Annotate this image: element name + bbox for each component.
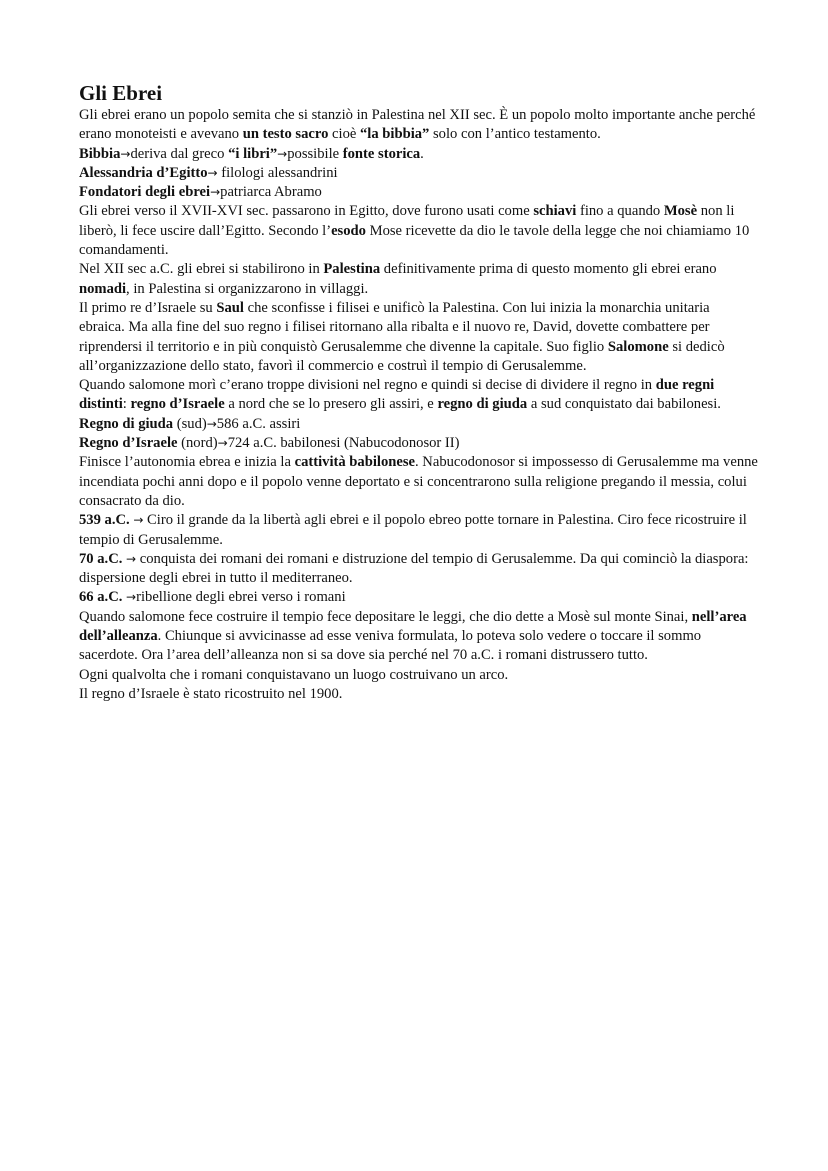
paragraph bbox=[79, 511, 759, 550]
text-run: Ciro il grande da la libertà agli ebrei e il popolo ebreo potte tornare in Palestina. Ciro fece ricostruire il tempio di Gerusalemme. bbox=[79, 512, 747, 548]
text-run: Quando salomone fece costruire il tempio fece depositare le leggi, che dio dette a Mosè sul monte Sinai, bbox=[79, 608, 692, 625]
arrow-icon: → bbox=[126, 590, 137, 605]
arrow-icon: → bbox=[277, 146, 288, 161]
arrow-icon: → bbox=[217, 436, 228, 451]
paragraph bbox=[79, 202, 759, 260]
bold-text: Saul bbox=[216, 299, 244, 316]
text-run: (nord) bbox=[177, 435, 218, 452]
document-page bbox=[79, 80, 759, 704]
text-run: Il primo re d’Israele su bbox=[79, 299, 217, 316]
bold-text: Mosè bbox=[663, 203, 698, 220]
text-run: Il regno d’Israele è stato ricostruito nel 1900. bbox=[79, 685, 343, 702]
text-run: , in Palestina si organizzarono in villaggi. bbox=[126, 280, 369, 297]
arrow-icon: → bbox=[207, 165, 218, 180]
text-run: . Nabucodonosor si impossesso di Gerusalemme ma venne incendiata pochi anni dopo e il popolo venne deportato e si concentrarono sulla religione pregando il messia, colui consacrato da dio. bbox=[79, 454, 758, 509]
arrow-icon: → bbox=[133, 513, 144, 528]
text-run: a nord che se lo presero gli assiri, e bbox=[224, 396, 438, 413]
bold-text: 70 a.C. bbox=[79, 550, 123, 567]
paragraph bbox=[79, 453, 759, 511]
paragraph bbox=[79, 106, 759, 145]
text-run: a sud conquistato dai babilonesi. bbox=[527, 396, 721, 413]
bold-text: Regno d’Israele bbox=[79, 435, 178, 452]
text-run: patriarca Abramo bbox=[220, 184, 322, 201]
text-run: Gli ebrei verso il XVII-XVI sec. passarono in Egitto, dove furono usati come bbox=[79, 203, 534, 220]
text-run: solo con l’antico testamento. bbox=[429, 126, 601, 143]
paragraph bbox=[79, 685, 759, 704]
text-run: che sconfisse i filisei e unificò la Palestina. Con lui inizia la monarchia unitaria ebraica. Ma alla fine del suo regno i filisei ritornano alla ribalta e il nuovo re, David, dovette combattere per riprendersi il territorio e in più conquistò Gerusalemme che divenne la capitale. Suo figlio bbox=[79, 299, 710, 355]
bold-text: “i libri” bbox=[228, 145, 278, 162]
bold-text: cattività babilonese bbox=[294, 454, 415, 471]
text-run: ribellione degli ebrei verso i romani bbox=[136, 589, 346, 606]
bold-text: 66 a.C. bbox=[79, 589, 123, 606]
bold-text: un testo sacro bbox=[242, 126, 329, 143]
text-run: cioè bbox=[328, 126, 360, 143]
arrow-icon: → bbox=[210, 185, 221, 200]
document-body bbox=[79, 106, 759, 704]
text-run: si dedicò all’organizzazione dello stato, favorì il commercio e costruì il tempio di Gerusalemme. bbox=[79, 338, 725, 374]
text-run: Finisce l’autonomia ebrea e inizia la bbox=[79, 454, 295, 471]
text-run: 724 a.C. babilonesi (Nabucodonosor II) bbox=[227, 435, 460, 452]
bold-text: 539 a.C. bbox=[79, 512, 130, 529]
text-run: conquista dei romani dei romani e distruzione del tempio di Gerusalemme. Da qui cominciò la diaspora: dispersione degli ebrei in tutto il mediterraneo. bbox=[79, 550, 749, 587]
text-run: fino a quando bbox=[576, 203, 664, 220]
paragraph bbox=[79, 145, 759, 164]
paragraph bbox=[79, 164, 759, 183]
bold-text: Palestina bbox=[323, 261, 381, 278]
bold-text: Bibbia bbox=[79, 145, 121, 162]
paragraph bbox=[79, 550, 759, 589]
bold-text: Salomone bbox=[607, 338, 669, 355]
bold-text: nomadi bbox=[79, 280, 127, 297]
text-run: Gli ebrei erano un popolo semita che si stanziò in Palestina nel XII sec. È un popolo molto importante anche perché erano monoteisti e avevano bbox=[79, 107, 756, 143]
paragraph bbox=[79, 260, 759, 299]
arrow-icon: → bbox=[206, 416, 217, 431]
text-run: Mose ricevette da dio le tavole della legge che noi chiamiamo 10 comandamenti. bbox=[79, 222, 750, 259]
arrow-icon: → bbox=[126, 551, 137, 566]
paragraph bbox=[79, 376, 759, 415]
paragraph bbox=[79, 183, 759, 202]
arrow-icon: → bbox=[120, 146, 131, 161]
text-run: deriva dal greco bbox=[130, 145, 229, 162]
bold-text: esodo bbox=[331, 222, 366, 239]
bold-text: “la bibbia” bbox=[360, 126, 430, 143]
text-run: Quando salomone morì c’erano troppe divisioni nel regno e quindi si decise di dividere il regno in bbox=[79, 377, 656, 394]
paragraph bbox=[79, 434, 759, 453]
text-run: non li liberò, li fece uscire dall’Egitto. Secondo l’ bbox=[79, 203, 735, 239]
text-run: Nel XII sec a.C. gli ebrei si stabilirono in bbox=[79, 261, 324, 278]
paragraph bbox=[79, 299, 759, 376]
bold-text: fonte storica bbox=[342, 145, 421, 162]
text-run: definitivamente prima di questo momento gli ebrei erano bbox=[380, 261, 717, 278]
paragraph bbox=[79, 588, 759, 607]
bold-text: nell’area dell’alleanza bbox=[79, 608, 747, 645]
text-run: 586 a.C. assiri bbox=[216, 415, 301, 432]
paragraph bbox=[79, 608, 759, 666]
bold-text: regno d’Israele bbox=[130, 396, 225, 413]
text-run: possibile bbox=[287, 145, 343, 162]
bold-text: Fondatori degli ebrei bbox=[79, 184, 211, 201]
text-run: filologi alessandrini bbox=[217, 164, 338, 181]
paragraph bbox=[79, 415, 759, 434]
text-run: : bbox=[122, 396, 131, 413]
bold-text: Alessandria d’Egitto bbox=[79, 164, 208, 181]
document-title: Gli Ebrei bbox=[79, 81, 163, 105]
text-run: . bbox=[420, 145, 424, 162]
paragraph bbox=[79, 666, 759, 685]
bold-text: regno di giuda bbox=[437, 396, 528, 413]
text-run: (sud) bbox=[173, 415, 207, 432]
text-run: Ogni qualvolta che i romani conquistavano un luogo costruivano un arco. bbox=[79, 666, 509, 683]
bold-text: Regno di giuda bbox=[79, 415, 174, 432]
bold-text: schiavi bbox=[533, 203, 577, 220]
text-run: . Chiunque si avvicinasse ad esse veniva formulata, lo poteva solo vedere o toccare il sommo sacerdote. Ora l’area dell’alleanza non si sa dove sia perché nel 70 a.C. i romani distrussero tutto. bbox=[79, 628, 702, 664]
bold-text: due regni distinti bbox=[79, 377, 715, 413]
